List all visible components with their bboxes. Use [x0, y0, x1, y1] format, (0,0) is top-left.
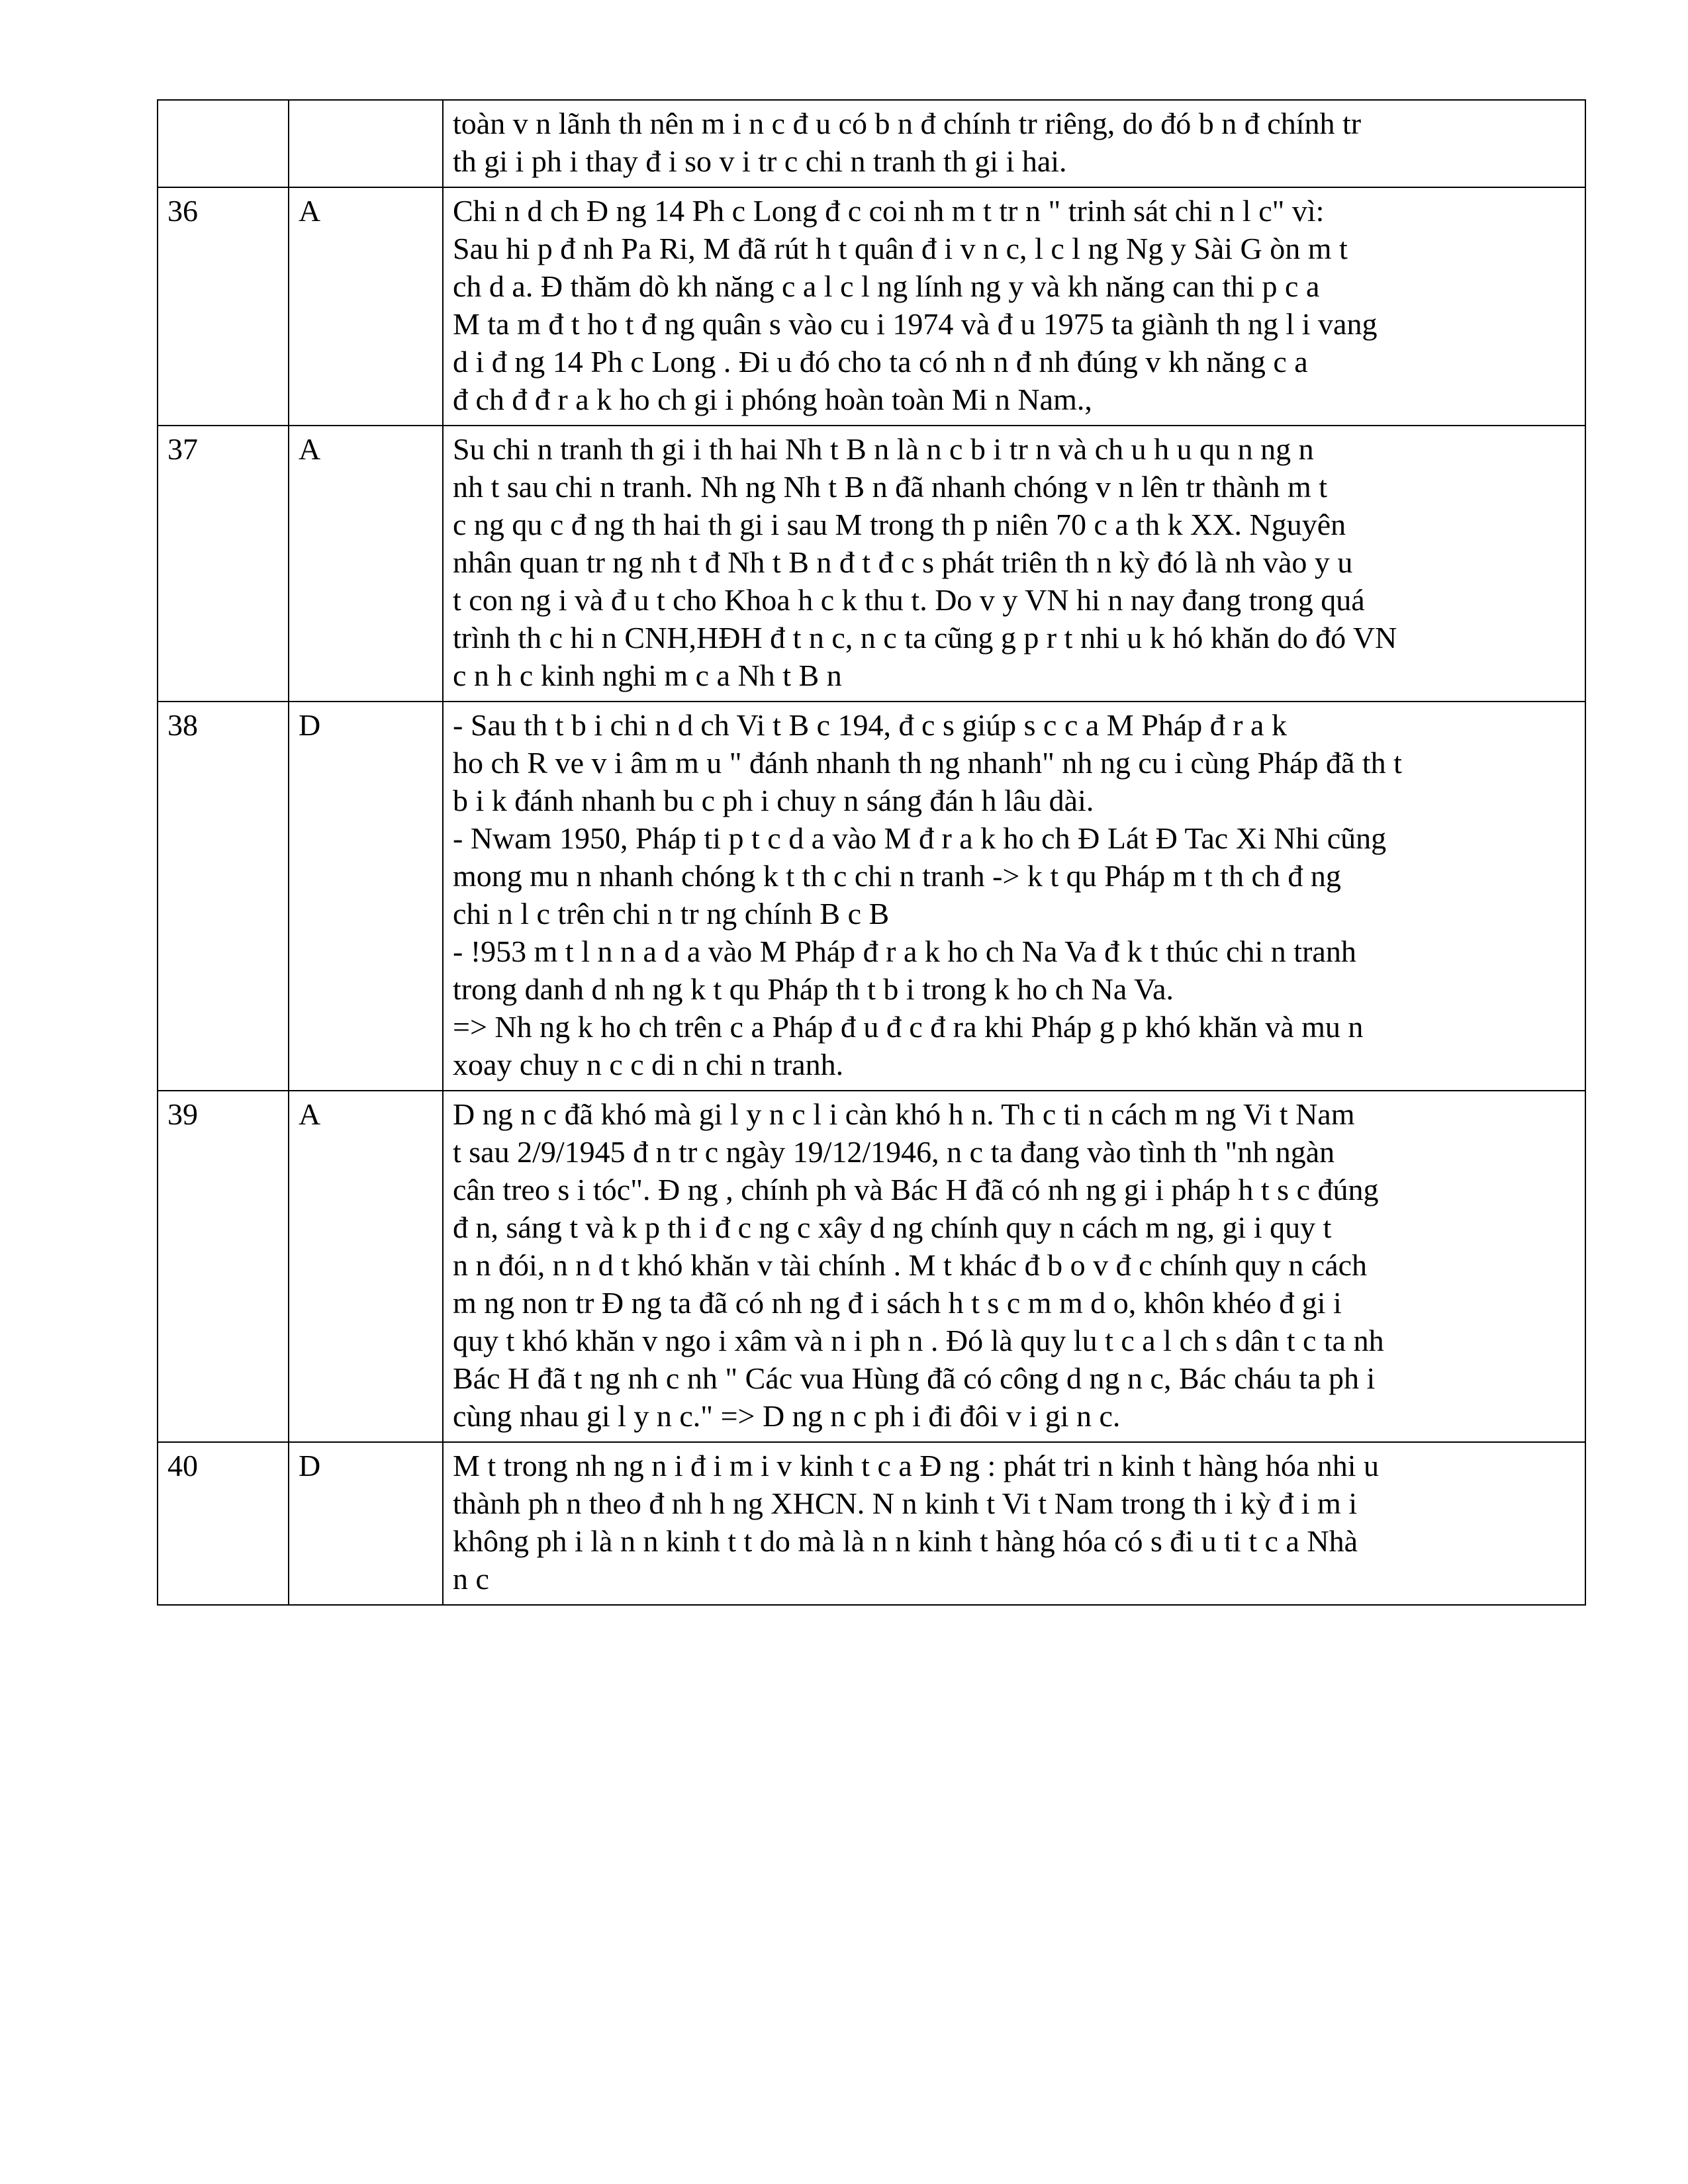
table-body [158, 100, 1585, 1605]
explanation-line: D ng n c đã khó mà gi l y n c l i càn khó h n. Th c ti n cách m ng Vi t Nam [453, 1097, 1355, 1131]
table-row [158, 100, 1585, 187]
table-row [158, 702, 1585, 1091]
explanation-line: không ph i là n n kinh t t do mà là n n kinh t hàng hóa có s đi u ti t c a Nhà [453, 1524, 1358, 1558]
explanation-line: M ta m đ t ho t đ ng quân s vào cu i 1974 và đ u 1975 ta giành th ng l i vang [453, 307, 1378, 341]
explanation-line: => Nh ng k ho ch trên c a Pháp đ u đ c đ ra khi Pháp g p khó khăn và mu n [453, 1010, 1364, 1044]
explanation-line: cân treo s i tóc". Đ ng , chính ph và Bác H đã có nh ng gi i pháp h t s c đúng [453, 1173, 1379, 1206]
explanation-line: quy t khó khăn v ngo i xâm và n i ph n . Đó là quy lu t c a l ch s dân t c ta nh [453, 1324, 1384, 1357]
explanation-line: trong danh d nh ng k t qu Pháp th t b i trong k ho ch Na Va. [453, 972, 1174, 1006]
explanation-cell [443, 1442, 1585, 1605]
explanation-line: nh t sau chi n tranh. Nh ng Nh t B n đã nhanh chóng v n lên tr thành m t [453, 470, 1328, 504]
explanation-line: ho ch R ve v i âm m u " đánh nhanh th ng nhanh" nh ng cu i cùng Pháp đã th t [453, 746, 1402, 780]
explanation-line: t con ng i và đ u t cho Khoa h c k thu t. Do v y VN hi n nay đang trong quá [453, 583, 1365, 617]
explanation-line: Su chi n tranh th gi i th hai Nh t B n là n c b i tr n và ch u h u qu n ng n [453, 432, 1314, 466]
answer-letter-cell: A [289, 1091, 443, 1442]
explanation-line: d i đ ng 14 Ph c Long . Đi u đó cho ta có nh n đ nh đúng v kh năng c a [453, 345, 1308, 379]
explanation-line: M t trong nh ng n i đ i m i v kinh t c a Đ ng : phát tri n kinh t hàng hóa nhi u [453, 1449, 1380, 1482]
answer-letter-cell: D [289, 1442, 443, 1605]
explanation-cell [443, 100, 1585, 187]
answer-letter-cell: A [289, 187, 443, 426]
answer-explanation-table [157, 99, 1586, 1606]
question-number-cell: 40 [158, 1442, 289, 1605]
table-row [158, 187, 1585, 426]
explanation-cell [443, 187, 1585, 426]
explanation-line: thành ph n theo đ nh h ng XHCN. N n kinh t Vi t Nam trong th i kỳ đ i m i [453, 1486, 1358, 1520]
explanation-line: - Sau th t b i chi n d ch Vi t B c 194, đ c s giúp s c c a M Pháp đ r a k [453, 708, 1287, 742]
explanation-cell [443, 702, 1585, 1091]
explanation-line: th gi i ph i thay đ i so v i tr c chi n tranh th gi i hai. [453, 144, 1067, 178]
explanation-line: Sau hi p đ nh Pa Ri, M đã rút h t quân đ i v n c, l c l ng Ng y Sài G òn m t [453, 232, 1348, 265]
explanation-cell [443, 1091, 1585, 1442]
explanation-line: đ n, sáng t và k p th i đ c ng c xây d ng chính quy n cách m ng, gi i quy t [453, 1210, 1332, 1244]
answer-letter-cell [289, 100, 443, 187]
explanation-line: ch d a. Đ thăm dò kh năng c a l c l ng lính ng y và kh năng can thi p c a [453, 269, 1320, 303]
explanation-line: xoay chuy n c c di n chi n tranh. [453, 1048, 844, 1081]
explanation-line: b i k đánh nhanh bu c ph i chuy n sáng đán h lâu dài. [453, 784, 1094, 817]
answer-letter-cell: D [289, 702, 443, 1091]
explanation-line: n n đói, n n d t khó khăn v tài chính . M t khác đ b o v đ c chính quy n cách [453, 1248, 1368, 1282]
explanation-line: m ng non tr Đ ng ta đã có nh ng đ i sách h t s c m m d o, khôn khéo đ gi i [453, 1286, 1342, 1320]
explanation-line: trình th c hi n CNH,HĐH đ t n c, n c ta cũng g p r t nhi u k hó khăn do đó VN [453, 621, 1397, 655]
explanation-line: toàn v n lãnh th nên m i n c đ u có b n đ chính tr riêng, do đó b n đ chính tr [453, 107, 1362, 140]
question-number-cell: 39 [158, 1091, 289, 1442]
explanation-line: Chi n d ch Đ ng 14 Ph c Long đ c coi nh m t tr n " trinh sát chi n l c" vì: [453, 194, 1325, 228]
question-number-cell [158, 100, 289, 187]
explanation-line: - !953 m t l n n a d a vào M Pháp đ r a k ho ch Na Va đ k t thúc chi n tranh [453, 934, 1356, 968]
answer-letter-cell: A [289, 426, 443, 702]
explanation-line: Bác H đã t ng nh c nh " Các vua Hùng đã có công d ng n c, Bác cháu ta ph i [453, 1361, 1376, 1395]
explanation-line: - Nwam 1950, Pháp ti p t c d a vào M đ r a k ho ch Đ Lát Đ Tac Xi Nhi cũng [453, 821, 1387, 855]
table-row [158, 1091, 1585, 1442]
question-number-cell: 36 [158, 187, 289, 426]
explanation-line: chi n l c trên chi n tr ng chính B c B [453, 897, 890, 931]
explanation-line: mong mu n nhanh chóng k t th c chi n tranh -> k t qu Pháp m t th ch đ ng [453, 859, 1341, 893]
table-row [158, 426, 1585, 702]
question-number-cell: 37 [158, 426, 289, 702]
explanation-line: cùng nhau gi l y n c." => D ng n c ph i đi đôi v i gi n c. [453, 1399, 1121, 1433]
explanation-line: đ ch đ đ r a k ho ch gi i phóng hoàn toàn Mi n Nam., [453, 383, 1092, 416]
question-number-cell: 38 [158, 702, 289, 1091]
explanation-line: t sau 2/9/1945 đ n tr c ngày 19/12/1946, n c ta đang vào tình th "nh ngàn [453, 1135, 1335, 1169]
explanation-line: c ng qu c đ ng th hai th gi i sau M trong th p niên 70 c a th k XX. Nguyên [453, 508, 1346, 541]
explanation-line: n c [453, 1562, 489, 1596]
explanation-line: c n h c kinh nghi m c a Nh t B n [453, 659, 842, 692]
explanation-line: nhân quan tr ng nh t đ Nh t B n đ t đ c s phát triên th n kỳ đó là nh vào y u [453, 545, 1353, 579]
explanation-cell [443, 426, 1585, 702]
table-row [158, 1442, 1585, 1605]
